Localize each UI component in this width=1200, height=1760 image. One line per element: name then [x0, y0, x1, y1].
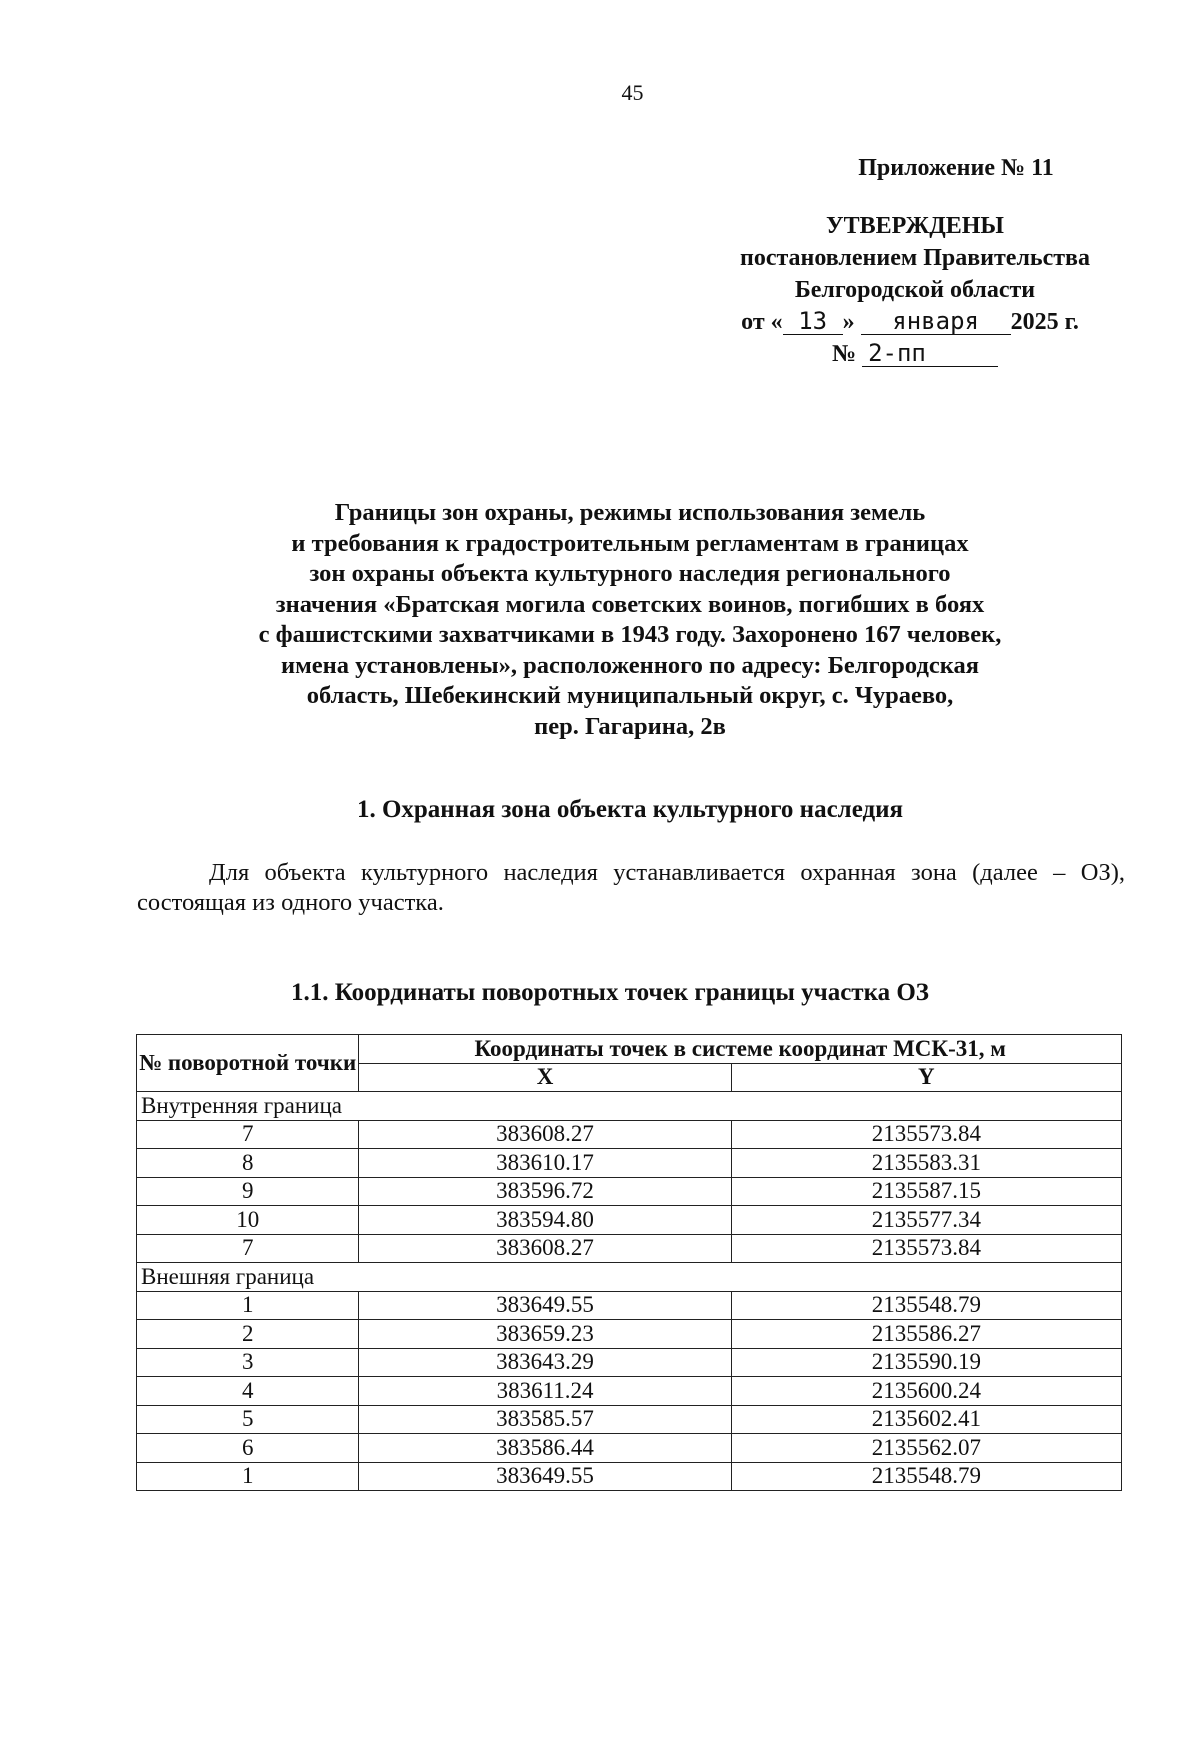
coord-y: 2135573.84 — [731, 1120, 1121, 1149]
point-number: 7 — [137, 1234, 359, 1263]
coord-x: 383611.24 — [359, 1377, 731, 1406]
coord-y: 2135577.34 — [731, 1206, 1121, 1235]
coord-x: 383596.72 — [359, 1177, 731, 1206]
title-line: пер. Гагарина, 2в — [534, 712, 726, 740]
approval-number-line — [700, 338, 1130, 370]
approval-date-line — [690, 306, 1130, 338]
title-line: с фашистскими захватчиками в 1943 году. Захоронено 167 человек, — [258, 621, 1002, 648]
body-paragraph: Для объекта культурного наследия устанавливается охранная зона (далее – ОЗ), состоящая из одного участка. — [137, 859, 1125, 916]
point-number: 1 — [137, 1462, 359, 1491]
coord-x: 383610.17 — [359, 1149, 731, 1178]
coord-x: 383586.44 — [359, 1434, 731, 1463]
table-row — [137, 1206, 1122, 1235]
title-line: Границы зон охраны, режимы использования земель — [334, 499, 926, 526]
coord-x: 383608.27 — [359, 1120, 731, 1149]
title-line: и требования к градостроительным регламентам в границах — [291, 529, 969, 557]
table-row — [137, 1377, 1122, 1406]
table-row — [137, 1120, 1122, 1149]
title-line: имена установлены», расположенного по адресу: Белгородская — [281, 651, 979, 679]
subsection-title: 1.1. Координаты поворотных точек границы участка ОЗ — [291, 979, 929, 1006]
table-row — [137, 1462, 1122, 1491]
coord-y: 2135587.15 — [731, 1177, 1121, 1206]
appendix-label: Приложение № 11 — [858, 155, 1054, 181]
coordinates-table — [136, 1034, 1122, 1491]
coord-y: 2135562.07 — [731, 1434, 1121, 1463]
coord-x: 383594.80 — [359, 1206, 731, 1235]
date-day: 13 — [783, 308, 843, 335]
number-prefix: № — [831, 341, 857, 367]
group-label: Внутренняя граница — [137, 1092, 1122, 1121]
title-line: значения «Братская могила советских воинов, погибших в боях — [275, 590, 985, 618]
table-row — [137, 1405, 1122, 1434]
point-number: 5 — [137, 1405, 359, 1434]
title-line: зон охраны объекта культурного наследия регионального — [309, 560, 951, 587]
group-row — [137, 1092, 1122, 1121]
date-year: 2025 г. — [1010, 309, 1079, 335]
date-prefix: от « — [741, 309, 783, 335]
point-number: 10 — [137, 1206, 359, 1235]
coord-x: 383585.57 — [359, 1405, 731, 1434]
date-month: января — [861, 308, 1011, 335]
approved-by-line: постановлением Правительства — [739, 245, 1090, 271]
page-number: 45 — [621, 80, 644, 105]
point-number: 1 — [137, 1291, 359, 1320]
coord-y: 2135548.79 — [731, 1462, 1121, 1491]
document-title — [180, 498, 1080, 742]
table-row — [137, 1291, 1122, 1320]
point-number: 7 — [137, 1120, 359, 1149]
header-point-number: № поворотной точки — [137, 1035, 359, 1092]
title-line: область, Шебекинский муниципальный округ, с. Чураево, — [306, 682, 954, 709]
point-number: 2 — [137, 1320, 359, 1349]
coord-x: 383649.55 — [359, 1291, 731, 1320]
approved-heading: УТВЕРЖДЕНЫ — [826, 213, 1004, 239]
table-row — [137, 1149, 1122, 1178]
approved-region-line: Белгородской области — [794, 277, 1036, 303]
table-row — [137, 1434, 1122, 1463]
coord-y: 2135600.24 — [731, 1377, 1121, 1406]
point-number: 8 — [137, 1149, 359, 1178]
table-row — [137, 1320, 1122, 1349]
coord-y: 2135590.19 — [731, 1348, 1121, 1377]
header-coordinates: Координаты точек в системе координат МСК-31, м — [359, 1035, 1122, 1064]
header-x: X — [359, 1063, 731, 1092]
table-row — [137, 1348, 1122, 1377]
point-number: 3 — [137, 1348, 359, 1377]
header-y: Y — [731, 1063, 1121, 1092]
coord-x: 383659.23 — [359, 1320, 731, 1349]
section-title: 1. Охранная зона объекта культурного наследия — [356, 796, 904, 823]
coord-y: 2135586.27 — [731, 1320, 1121, 1349]
table-row — [137, 1234, 1122, 1263]
coord-x: 383643.29 — [359, 1348, 731, 1377]
date-mid: » — [842, 309, 855, 335]
point-number: 6 — [137, 1434, 359, 1463]
group-row — [137, 1263, 1122, 1292]
coord-x: 383649.55 — [359, 1462, 731, 1491]
coord-y: 2135548.79 — [731, 1291, 1121, 1320]
approval-block — [700, 152, 1130, 370]
coord-x: 383608.27 — [359, 1234, 731, 1263]
decree-number: 2-пп — [862, 340, 998, 367]
coord-y: 2135573.84 — [731, 1234, 1121, 1263]
table-row — [137, 1177, 1122, 1206]
group-label: Внешняя граница — [137, 1263, 1122, 1292]
coord-y: 2135583.31 — [731, 1149, 1121, 1178]
point-number: 4 — [137, 1377, 359, 1406]
point-number: 9 — [137, 1177, 359, 1206]
coord-y: 2135602.41 — [731, 1405, 1121, 1434]
